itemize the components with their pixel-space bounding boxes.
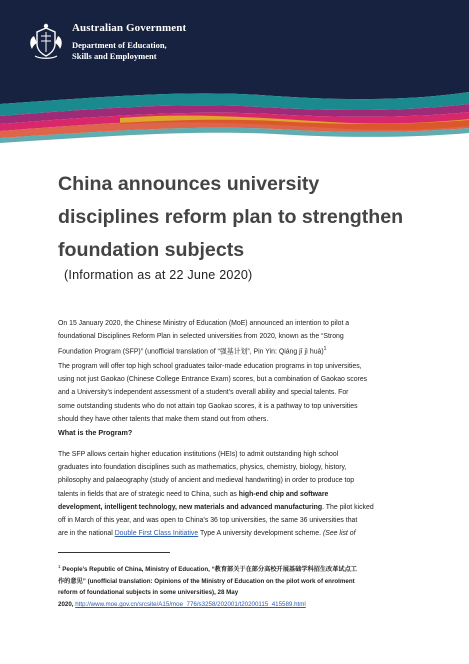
government-name: Australian Government [72,22,187,34]
footnote-chinese-title: 作的意见 [58,577,83,585]
paragraph-line: should they have other talents that make them stand out from others. [58,415,269,423]
coat-of-arms-icon [26,22,66,62]
footnote-separator [58,552,170,553]
footnote-chinese-title: 教育部关于在部分高校开展基础学科招生改革试点工 [214,566,357,574]
government-logo-block [26,22,186,62]
footnote-year: 2020, [58,600,76,608]
paragraph-line: are in the national [58,530,115,538]
paragraph-line: Type A university development scheme. [198,530,323,538]
paragraph-line: graduates into foundation disciplines such as mathematics, physics, chemistry, biology, history, [58,464,347,472]
paragraph-line: The SFP allows certain higher education institutions (HEIs) to admit outstanding high school [58,451,339,458]
paragraph-line: talents in fields that are of strategic need to China, such as [58,490,239,498]
footnote [58,561,428,610]
footnote-translation: reform of foundational subjects in some universities), 28 May [58,589,239,597]
title-line: China announces university [58,173,320,195]
document-title [58,168,438,267]
footnote-translation: ” (unofficial translation: Opinions of the Ministry of Education on the pilot work of enrolment [82,577,355,585]
header-banner [0,0,469,148]
program-paragraph [58,360,423,426]
paragraph-line: The program will offer top high school graduates tailor-made education programs in top universities, [58,363,362,370]
emphasized-text: development, intelligent technology, new materials and advanced manufacturing [58,503,323,511]
double-first-class-link[interactable]: Double First Class Initiative [114,530,199,538]
document-subtitle: (Information as at 22 June 2020) [64,268,253,282]
details-paragraph [58,448,423,540]
paragraph-line: . The pilot kicked [322,503,374,511]
paragraph-line: off in March of this year, and was open to China’s 36 top universities, the same 36 universities that [58,517,358,525]
department-name-line2: Skills and Employment [72,50,157,61]
intro-paragraph [58,317,423,359]
paragraph-line: Foundation Program (SFP)” (unofficial translation of “强基计划”, Pin Yin: Qiáng jī jì huà) [58,348,324,356]
paragraph-line: On 15 January 2020, the Chinese Ministry of Education (MoE) announced an intention to pilot a [58,320,350,327]
paragraph-line: philosophy and palaeography (study of ancient and medieval handwriting) in order to produce top [58,477,355,485]
footnote-marker: 1 [323,346,327,353]
section-heading: What is the Program? [58,428,133,437]
department-name-line1: Department of Education, [72,40,167,50]
footnote-number: 1 [58,564,61,569]
footnote-source: People’s Republic of China, Ministry of Education, “ [62,566,215,574]
emphasized-text: high-end chip and software [238,490,329,498]
paragraph-line: foundational Disciplines Reform Plan in selected universities from 2020, known as the “Strong [58,333,344,341]
title-line: foundation subjects [58,239,245,261]
footnote-url-link[interactable]: http://www.moe.gov.cn/srcsite/A15/moe_776/s3258/202001/t20200115_415589.html [75,600,306,608]
italic-text: (See list of [322,530,356,538]
paragraph-line: and a University’s independent assessment of a student’s overall ability and special talents. For [58,389,349,397]
paragraph-line: some outstanding students who do not attain top Gaokao scores, it is a pathway to top universities [58,402,358,410]
title-line: disciplines reform plan to strengthen [58,206,404,228]
paragraph-line: using not just Gaokao (Chinese College Entrance Exam) scores, but a combination of Gaokao scores [58,376,368,384]
